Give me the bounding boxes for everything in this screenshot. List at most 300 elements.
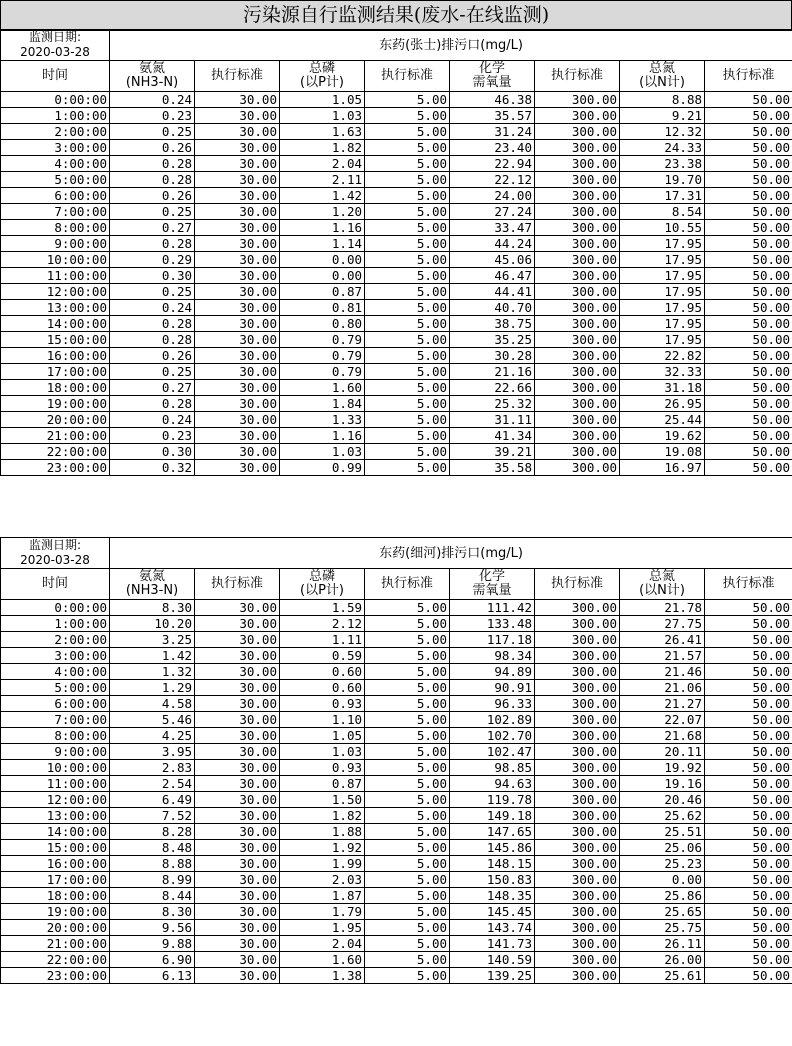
cod-standard-cell: 300.00 <box>535 744 620 760</box>
nitrogen-standard-cell: 50.00 <box>705 92 792 108</box>
nitrogen-standard-cell: 50.00 <box>705 600 792 616</box>
ammonia-standard-cell: 30.00 <box>195 744 280 760</box>
nitrogen-standard-cell: 50.00 <box>705 348 792 364</box>
ammonia-cell: 0.24 <box>110 92 195 108</box>
ammonia-standard-cell: 30.00 <box>195 156 280 172</box>
time-cell: 10:00:00 <box>1 760 110 776</box>
ammonia-cell: 0.28 <box>110 156 195 172</box>
cod-cell: 98.85 <box>450 760 535 776</box>
ammonia-cell: 0.30 <box>110 444 195 460</box>
phosphorus-cell: 0.79 <box>280 364 365 380</box>
nitrogen-standard-cell: 50.00 <box>705 140 792 156</box>
ammonia-standard-cell: 30.00 <box>195 364 280 380</box>
cod-cell: 141.73 <box>450 936 535 952</box>
nitrogen-standard-cell: 50.00 <box>705 840 792 856</box>
phosphorus-cell: 0.93 <box>280 696 365 712</box>
ammonia-cell: 0.28 <box>110 316 195 332</box>
table-row <box>1 396 792 412</box>
phosphorus-cell: 0.79 <box>280 332 365 348</box>
table-row <box>1 920 792 936</box>
time-cell: 17:00:00 <box>1 364 110 380</box>
nitrogen-cell: 17.95 <box>620 268 705 284</box>
nitrogen-standard-cell: 50.00 <box>705 108 792 124</box>
cod-cell: 148.15 <box>450 856 535 872</box>
table-row <box>1 316 792 332</box>
table-row <box>1 792 792 808</box>
table-row <box>1 776 792 792</box>
cod-standard-cell: 300.00 <box>535 664 620 680</box>
nitrogen-cell: 25.65 <box>620 904 705 920</box>
time-cell: 16:00:00 <box>1 348 110 364</box>
time-cell: 23:00:00 <box>1 460 110 476</box>
time-cell: 6:00:00 <box>1 188 110 204</box>
ammonia-standard-cell: 30.00 <box>195 236 280 252</box>
phosphorus-standard-cell: 5.00 <box>365 236 450 252</box>
nitrogen-cell: 21.78 <box>620 600 705 616</box>
cod-standard-cell: 300.00 <box>535 204 620 220</box>
phosphorus-standard-cell: 5.00 <box>365 664 450 680</box>
nitrogen-standard-cell: 50.00 <box>705 904 792 920</box>
time-cell: 8:00:00 <box>1 728 110 744</box>
nitrogen-standard-cell: 50.00 <box>705 824 792 840</box>
phosphorus-standard-cell: 5.00 <box>365 696 450 712</box>
ammonia-standard-cell: 30.00 <box>195 856 280 872</box>
cod-cell: 35.25 <box>450 332 535 348</box>
phosphorus-cell: 0.00 <box>280 252 365 268</box>
ammonia-cell: 8.48 <box>110 840 195 856</box>
cod-standard-cell: 300.00 <box>535 824 620 840</box>
cod-standard-cell: 300.00 <box>535 396 620 412</box>
time-cell: 7:00:00 <box>1 712 110 728</box>
nitrogen-standard-cell: 50.00 <box>705 252 792 268</box>
table-row <box>1 600 792 616</box>
phosphorus-cell: 1.10 <box>280 712 365 728</box>
nitrogen-cell: 22.07 <box>620 712 705 728</box>
phosphorus-standard-cell: 5.00 <box>365 460 450 476</box>
cod-standard-cell: 300.00 <box>535 872 620 888</box>
ammonia-cell: 6.13 <box>110 968 195 984</box>
nitrogen-cell: 26.00 <box>620 952 705 968</box>
time-cell: 3:00:00 <box>1 140 110 156</box>
cod-cell: 117.18 <box>450 632 535 648</box>
phosphorus-cell: 1.14 <box>280 236 365 252</box>
nitrogen-cell: 12.32 <box>620 124 705 140</box>
nitrogen-standard-cell: 50.00 <box>705 920 792 936</box>
table-row <box>1 252 792 268</box>
time-cell: 10:00:00 <box>1 252 110 268</box>
table-row <box>1 744 792 760</box>
cod-header: 化学 需氧量 <box>450 61 535 92</box>
ammonia-cell: 9.56 <box>110 920 195 936</box>
cod-standard-cell: 300.00 <box>535 156 620 172</box>
phosphorus-cell: 1.03 <box>280 108 365 124</box>
table-row <box>1 936 792 952</box>
phosphorus-cell: 1.16 <box>280 428 365 444</box>
ammonia-standard-cell: 30.00 <box>195 396 280 412</box>
cod-cell: 90.91 <box>450 680 535 696</box>
cod-standard-cell: 300.00 <box>535 904 620 920</box>
ammonia-cell: 0.25 <box>110 204 195 220</box>
phosphorus-cell: 0.60 <box>280 664 365 680</box>
nitrogen-cell: 21.06 <box>620 680 705 696</box>
ammonia-standard-cell: 30.00 <box>195 172 280 188</box>
ammonia-standard-cell: 30.00 <box>195 600 280 616</box>
nitrogen-standard-header: 执行标准 <box>705 61 792 92</box>
cod-standard-cell: 300.00 <box>535 936 620 952</box>
time-cell: 18:00:00 <box>1 888 110 904</box>
time-cell: 14:00:00 <box>1 824 110 840</box>
nitrogen-standard-cell: 50.00 <box>705 220 792 236</box>
cod-cell: 145.45 <box>450 904 535 920</box>
time-cell: 12:00:00 <box>1 792 110 808</box>
column-header-row <box>1 569 792 600</box>
cod-cell: 45.06 <box>450 252 535 268</box>
cod-standard-cell: 300.00 <box>535 616 620 632</box>
table-row <box>1 872 792 888</box>
cod-cell: 119.78 <box>450 792 535 808</box>
phosphorus-cell: 2.04 <box>280 156 365 172</box>
time-cell: 4:00:00 <box>1 156 110 172</box>
nitrogen-cell: 25.75 <box>620 920 705 936</box>
cod-cell: 94.63 <box>450 776 535 792</box>
nitrogen-cell: 17.31 <box>620 188 705 204</box>
nitrogen-standard-cell: 50.00 <box>705 396 792 412</box>
ammonia-standard-cell: 30.00 <box>195 888 280 904</box>
table-row <box>1 712 792 728</box>
phosphorus-standard-cell: 5.00 <box>365 952 450 968</box>
phosphorus-standard-cell: 5.00 <box>365 380 450 396</box>
ammonia-standard-cell: 30.00 <box>195 952 280 968</box>
cod-standard-cell: 300.00 <box>535 412 620 428</box>
ammonia-cell: 9.88 <box>110 936 195 952</box>
nitrogen-header: 总氮 (以N计) <box>620 569 705 600</box>
nitrogen-cell: 20.46 <box>620 792 705 808</box>
ammonia-standard-cell: 30.00 <box>195 968 280 984</box>
phosphorus-cell: 0.79 <box>280 348 365 364</box>
cod-standard-cell: 300.00 <box>535 920 620 936</box>
phosphorus-cell: 2.03 <box>280 872 365 888</box>
ammonia-cell: 10.20 <box>110 616 195 632</box>
ammonia-standard-cell: 30.00 <box>195 616 280 632</box>
phosphorus-standard-cell: 5.00 <box>365 840 450 856</box>
phosphorus-standard-cell: 5.00 <box>365 648 450 664</box>
phosphorus-cell: 1.79 <box>280 904 365 920</box>
phosphorus-standard-cell: 5.00 <box>365 728 450 744</box>
ammonia-standard-cell: 30.00 <box>195 220 280 236</box>
cod-cell: 22.12 <box>450 172 535 188</box>
ammonia-cell: 0.24 <box>110 300 195 316</box>
section-table-zhangshi <box>0 29 792 476</box>
phosphorus-cell: 0.93 <box>280 760 365 776</box>
phosphorus-standard-cell: 5.00 <box>365 968 450 984</box>
nitrogen-cell: 17.95 <box>620 332 705 348</box>
table-row <box>1 156 792 172</box>
ammonia-standard-cell: 30.00 <box>195 936 280 952</box>
ammonia-standard-cell: 30.00 <box>195 252 280 268</box>
ammonia-standard-cell: 30.00 <box>195 632 280 648</box>
ammonia-cell: 0.28 <box>110 172 195 188</box>
time-cell: 12:00:00 <box>1 284 110 300</box>
ammonia-cell: 8.30 <box>110 904 195 920</box>
ammonia-cell: 3.95 <box>110 744 195 760</box>
time-cell: 18:00:00 <box>1 380 110 396</box>
nitrogen-cell: 25.61 <box>620 968 705 984</box>
ammonia-standard-cell: 30.00 <box>195 904 280 920</box>
ammonia-standard-cell: 30.00 <box>195 648 280 664</box>
table-row <box>1 188 792 204</box>
nitrogen-cell: 21.27 <box>620 696 705 712</box>
cod-cell: 35.57 <box>450 108 535 124</box>
nitrogen-standard-cell: 50.00 <box>705 664 792 680</box>
phosphorus-standard-cell: 5.00 <box>365 396 450 412</box>
table-row <box>1 856 792 872</box>
cod-standard-cell: 300.00 <box>535 284 620 300</box>
cod-cell: 22.94 <box>450 156 535 172</box>
phosphorus-cell: 1.16 <box>280 220 365 236</box>
nitrogen-cell: 24.33 <box>620 140 705 156</box>
cod-cell: 44.41 <box>450 284 535 300</box>
ammonia-cell: 3.25 <box>110 632 195 648</box>
phosphorus-standard-cell: 5.00 <box>365 744 450 760</box>
cod-cell: 143.74 <box>450 920 535 936</box>
phosphorus-standard-cell: 5.00 <box>365 364 450 380</box>
nitrogen-cell: 25.86 <box>620 888 705 904</box>
phosphorus-cell: 1.11 <box>280 632 365 648</box>
phosphorus-standard-cell: 5.00 <box>365 824 450 840</box>
table-row <box>1 760 792 776</box>
cod-standard-cell: 300.00 <box>535 632 620 648</box>
time-cell: 21:00:00 <box>1 936 110 952</box>
table-row <box>1 968 792 984</box>
time-cell: 1:00:00 <box>1 616 110 632</box>
phosphorus-standard-cell: 5.00 <box>365 792 450 808</box>
ammonia-cell: 0.30 <box>110 268 195 284</box>
table-row <box>1 332 792 348</box>
cod-standard-cell: 300.00 <box>535 140 620 156</box>
phosphorus-standard-cell: 5.00 <box>365 140 450 156</box>
phosphorus-cell: 1.88 <box>280 824 365 840</box>
nitrogen-standard-cell: 50.00 <box>705 236 792 252</box>
nitrogen-standard-cell: 50.00 <box>705 744 792 760</box>
ammonia-standard-cell: 30.00 <box>195 268 280 284</box>
time-cell: 9:00:00 <box>1 744 110 760</box>
time-header: 时间 <box>1 61 110 92</box>
cod-standard-cell: 300.00 <box>535 696 620 712</box>
nitrogen-standard-cell: 50.00 <box>705 872 792 888</box>
phosphorus-standard-cell: 5.00 <box>365 156 450 172</box>
table-row <box>1 952 792 968</box>
phosphorus-standard-cell: 5.00 <box>365 888 450 904</box>
phosphorus-cell: 0.99 <box>280 460 365 476</box>
nitrogen-cell: 9.21 <box>620 108 705 124</box>
table-row <box>1 140 792 156</box>
ammonia-standard-cell: 30.00 <box>195 332 280 348</box>
ammonia-standard-header: 执行标准 <box>195 61 280 92</box>
cod-standard-header: 执行标准 <box>535 569 620 600</box>
ammonia-cell: 5.46 <box>110 712 195 728</box>
station-title: 东药(细河)排污口(mg/L) <box>110 538 792 569</box>
phosphorus-standard-cell: 5.00 <box>365 776 450 792</box>
time-cell: 17:00:00 <box>1 872 110 888</box>
nitrogen-cell: 10.55 <box>620 220 705 236</box>
cod-standard-cell: 300.00 <box>535 172 620 188</box>
cod-cell: 94.89 <box>450 664 535 680</box>
ammonia-standard-cell: 30.00 <box>195 204 280 220</box>
ammonia-standard-cell: 30.00 <box>195 412 280 428</box>
cod-cell: 25.32 <box>450 396 535 412</box>
column-header-row <box>1 61 792 92</box>
ammonia-standard-cell: 30.00 <box>195 728 280 744</box>
table-row <box>1 220 792 236</box>
ammonia-standard-cell: 30.00 <box>195 760 280 776</box>
time-cell: 7:00:00 <box>1 204 110 220</box>
table-row <box>1 808 792 824</box>
nitrogen-standard-cell: 50.00 <box>705 696 792 712</box>
ammonia-cell: 0.26 <box>110 140 195 156</box>
phosphorus-standard-cell: 5.00 <box>365 204 450 220</box>
phosphorus-cell: 1.42 <box>280 188 365 204</box>
section-header-row <box>1 538 792 569</box>
cod-cell: 40.70 <box>450 300 535 316</box>
time-cell: 9:00:00 <box>1 236 110 252</box>
cod-cell: 140.59 <box>450 952 535 968</box>
ammonia-cell: 0.26 <box>110 188 195 204</box>
cod-cell: 21.16 <box>450 364 535 380</box>
cod-standard-cell: 300.00 <box>535 188 620 204</box>
nitrogen-standard-cell: 50.00 <box>705 316 792 332</box>
monitor-date-value: 2020-03-28 <box>20 553 90 567</box>
cod-cell: 24.00 <box>450 188 535 204</box>
nitrogen-cell: 19.16 <box>620 776 705 792</box>
nitrogen-cell: 17.95 <box>620 316 705 332</box>
nitrogen-cell: 17.95 <box>620 284 705 300</box>
cod-header: 化学 需氧量 <box>450 569 535 600</box>
phosphorus-cell: 1.59 <box>280 600 365 616</box>
phosphorus-standard-cell: 5.00 <box>365 172 450 188</box>
ammonia-standard-cell: 30.00 <box>195 712 280 728</box>
cod-cell: 27.24 <box>450 204 535 220</box>
nitrogen-standard-cell: 50.00 <box>705 616 792 632</box>
ammonia-header: 氨氮 (NH3-N) <box>110 61 195 92</box>
cod-cell: 35.58 <box>450 460 535 476</box>
phosphorus-cell: 1.82 <box>280 140 365 156</box>
cod-standard-cell: 300.00 <box>535 348 620 364</box>
nitrogen-standard-cell: 50.00 <box>705 936 792 952</box>
phosphorus-standard-cell: 5.00 <box>365 872 450 888</box>
time-header: 时间 <box>1 569 110 600</box>
nitrogen-standard-cell: 50.00 <box>705 776 792 792</box>
time-cell: 14:00:00 <box>1 316 110 332</box>
phosphorus-cell: 1.03 <box>280 744 365 760</box>
phosphorus-standard-cell: 5.00 <box>365 332 450 348</box>
phosphorus-standard-cell: 5.00 <box>365 108 450 124</box>
cod-standard-cell: 300.00 <box>535 760 620 776</box>
cod-standard-cell: 300.00 <box>535 952 620 968</box>
phosphorus-standard-cell: 5.00 <box>365 444 450 460</box>
ammonia-standard-cell: 30.00 <box>195 840 280 856</box>
cod-cell: 148.35 <box>450 888 535 904</box>
phosphorus-cell: 1.60 <box>280 952 365 968</box>
phosphorus-cell: 1.63 <box>280 124 365 140</box>
ammonia-cell: 0.28 <box>110 332 195 348</box>
time-cell: 20:00:00 <box>1 920 110 936</box>
time-cell: 15:00:00 <box>1 840 110 856</box>
cod-standard-cell: 300.00 <box>535 840 620 856</box>
nitrogen-standard-cell: 50.00 <box>705 300 792 316</box>
table-row <box>1 696 792 712</box>
cod-standard-cell: 300.00 <box>535 600 620 616</box>
phosphorus-standard-cell: 5.00 <box>365 904 450 920</box>
monitor-date-label: 监测日期: <box>28 30 82 44</box>
ammonia-cell: 8.30 <box>110 600 195 616</box>
table-row <box>1 840 792 856</box>
ammonia-cell: 0.27 <box>110 220 195 236</box>
ammonia-cell: 0.23 <box>110 428 195 444</box>
ammonia-cell: 0.24 <box>110 412 195 428</box>
phosphorus-cell: 0.81 <box>280 300 365 316</box>
nitrogen-cell: 19.70 <box>620 172 705 188</box>
phosphorus-cell: 0.80 <box>280 316 365 332</box>
nitrogen-cell: 0.00 <box>620 872 705 888</box>
nitrogen-cell: 21.68 <box>620 728 705 744</box>
phosphorus-cell: 0.00 <box>280 268 365 284</box>
phosphorus-standard-cell: 5.00 <box>365 300 450 316</box>
time-cell: 19:00:00 <box>1 904 110 920</box>
phosphorus-cell: 2.11 <box>280 172 365 188</box>
ammonia-cell: 4.58 <box>110 696 195 712</box>
nitrogen-standard-cell: 50.00 <box>705 760 792 776</box>
nitrogen-cell: 26.41 <box>620 632 705 648</box>
monitor-date-cell <box>1 538 110 569</box>
phosphorus-header: 总磷 (以P计) <box>280 569 365 600</box>
nitrogen-standard-cell: 50.00 <box>705 412 792 428</box>
phosphorus-standard-cell: 5.00 <box>365 920 450 936</box>
phosphorus-cell: 1.03 <box>280 444 365 460</box>
cod-cell: 46.47 <box>450 268 535 284</box>
nitrogen-cell: 21.57 <box>620 648 705 664</box>
nitrogen-cell: 19.08 <box>620 444 705 460</box>
ammonia-cell: 0.27 <box>110 380 195 396</box>
nitrogen-cell: 25.06 <box>620 840 705 856</box>
table-row <box>1 300 792 316</box>
nitrogen-cell: 25.44 <box>620 412 705 428</box>
nitrogen-cell: 20.11 <box>620 744 705 760</box>
ammonia-cell: 0.28 <box>110 236 195 252</box>
cod-standard-cell: 300.00 <box>535 332 620 348</box>
ammonia-cell: 1.32 <box>110 664 195 680</box>
table-row <box>1 204 792 220</box>
nitrogen-standard-cell: 50.00 <box>705 364 792 380</box>
time-cell: 22:00:00 <box>1 952 110 968</box>
nitrogen-cell: 25.62 <box>620 808 705 824</box>
phosphorus-cell: 1.05 <box>280 92 365 108</box>
monitor-date-cell <box>1 30 110 61</box>
ammonia-standard-header: 执行标准 <box>195 569 280 600</box>
ammonia-standard-cell: 30.00 <box>195 444 280 460</box>
phosphorus-standard-cell: 5.00 <box>365 220 450 236</box>
ammonia-cell: 2.54 <box>110 776 195 792</box>
phosphorus-standard-cell: 5.00 <box>365 284 450 300</box>
nitrogen-standard-cell: 50.00 <box>705 444 792 460</box>
ammonia-cell: 6.49 <box>110 792 195 808</box>
table-row <box>1 268 792 284</box>
ammonia-cell: 2.83 <box>110 760 195 776</box>
phosphorus-cell: 0.87 <box>280 284 365 300</box>
time-cell: 6:00:00 <box>1 696 110 712</box>
ammonia-header: 氨氮 (NH3-N) <box>110 569 195 600</box>
phosphorus-standard-cell: 5.00 <box>365 936 450 952</box>
phosphorus-cell: 1.05 <box>280 728 365 744</box>
